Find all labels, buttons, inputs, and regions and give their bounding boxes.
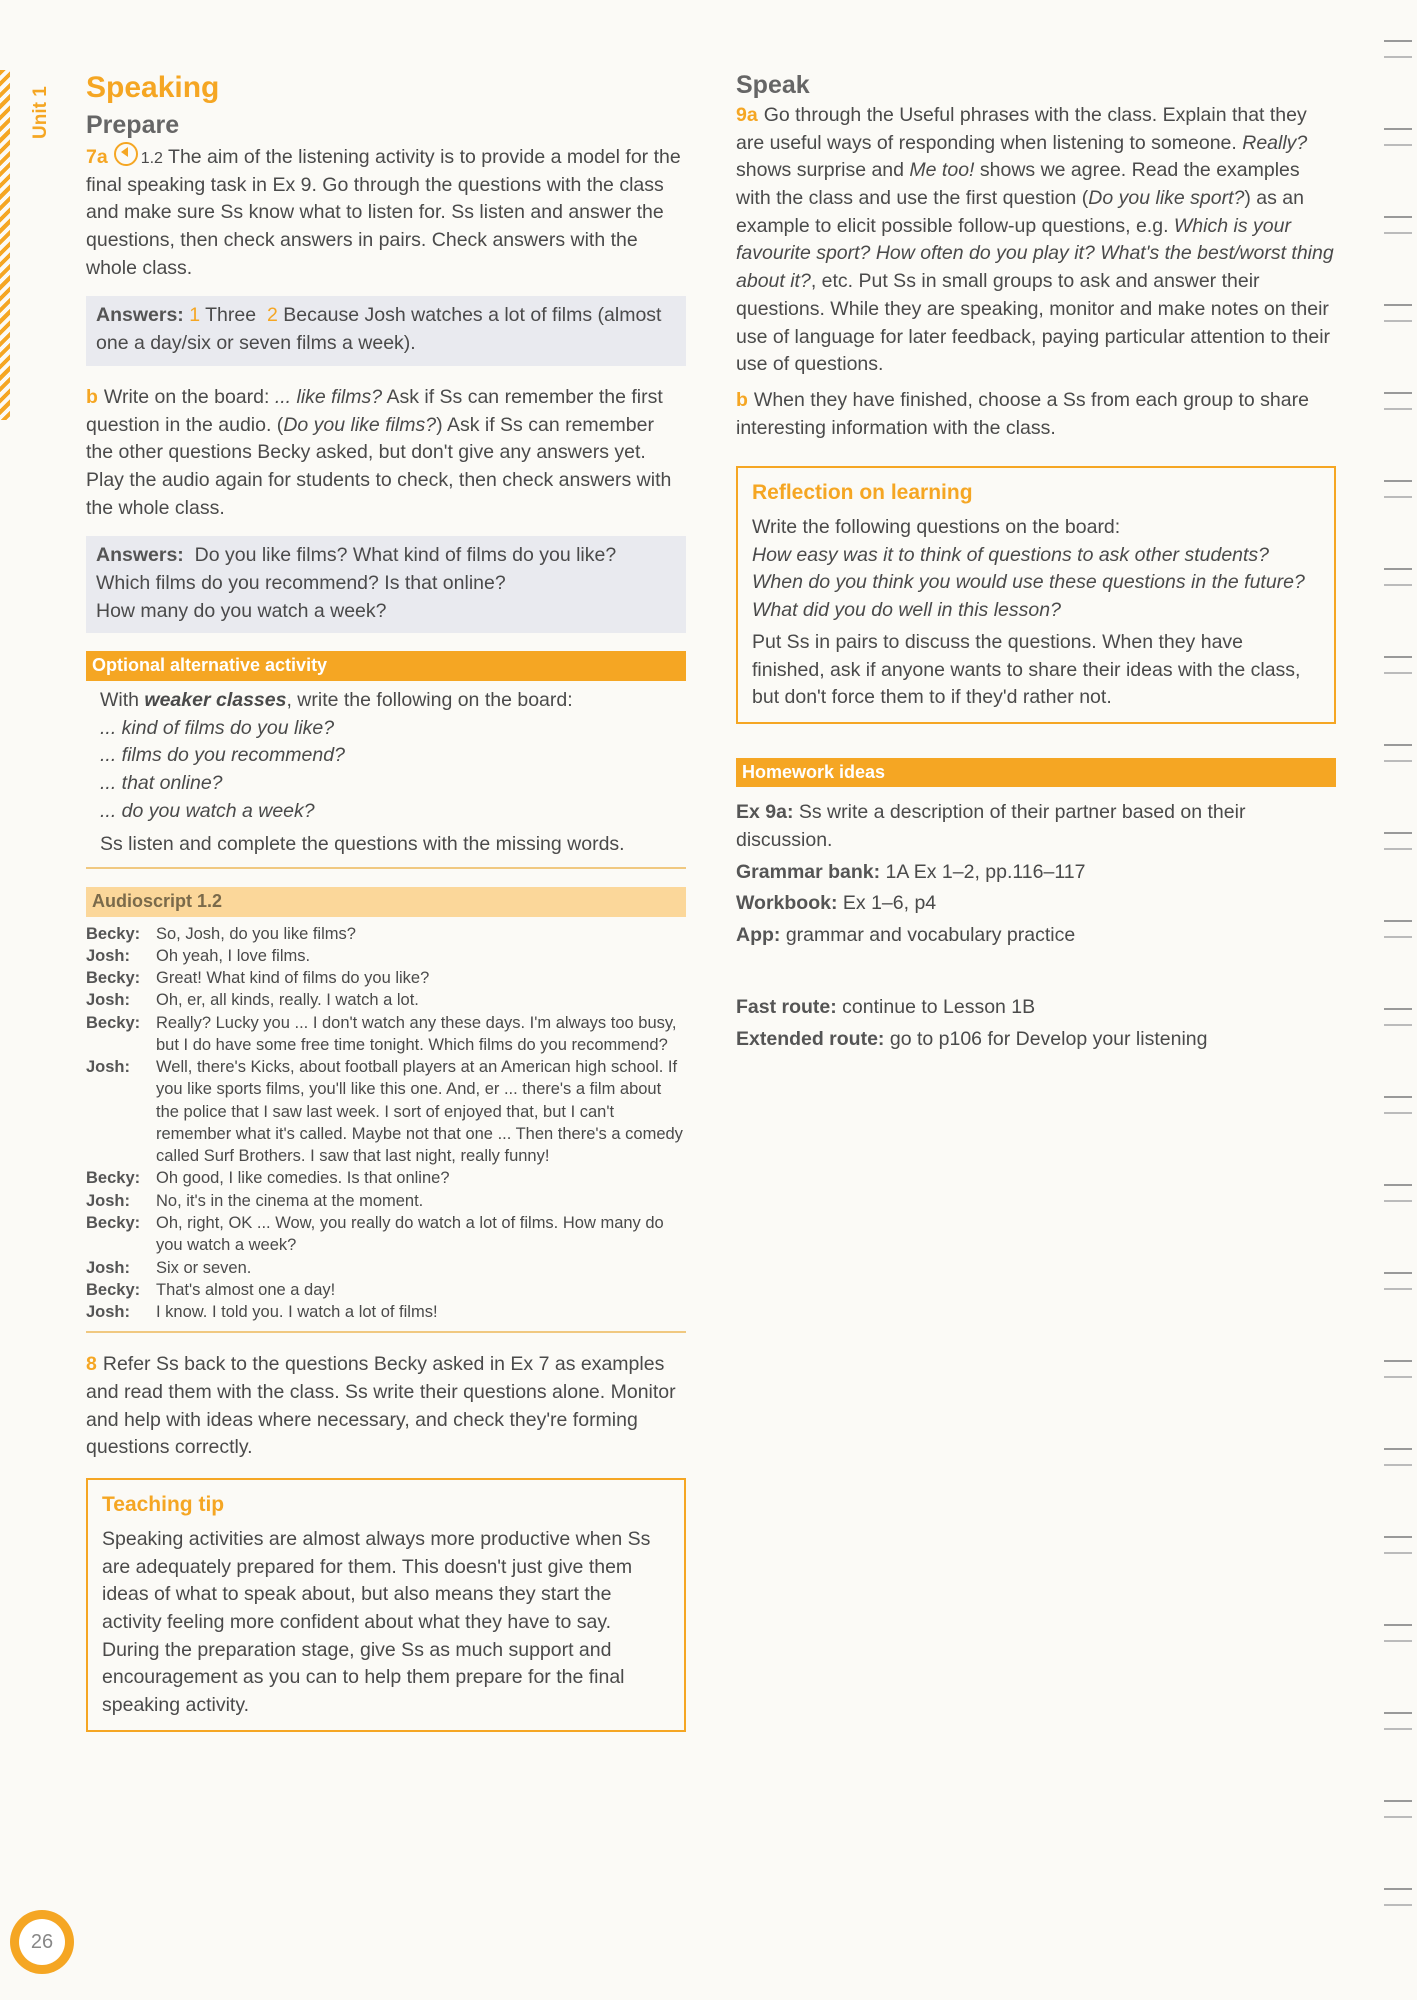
binding-tab [1384, 392, 1412, 410]
binding-tab [1384, 920, 1412, 938]
exercise-9b [736, 387, 1336, 442]
exercise-7a [86, 142, 686, 282]
binding-tab [1384, 1008, 1412, 1026]
left-column [86, 70, 686, 1732]
intro-text: , write the following on the board: [286, 688, 573, 711]
binding-tab [1384, 1360, 1412, 1378]
binding-tab [1384, 568, 1412, 586]
homework-text: grammar and vocabulary practice [780, 924, 1076, 947]
answers-label: Answers: [96, 304, 184, 327]
script-line [86, 1167, 686, 1189]
route-text: go to p106 for Develop your listening [884, 1027, 1208, 1050]
script-line [86, 945, 686, 967]
line-text: That's almost one a day! [156, 1280, 336, 1299]
reflection-box [736, 466, 1336, 724]
unit-label: Unit 1 [30, 86, 51, 140]
italic-text: Me too! [909, 159, 975, 182]
line-text: Oh, right, OK ... Wow, you really do watch a lot of films. How many do you watch a week? [156, 1213, 664, 1255]
line-text: Great! What kind of films do you like? [156, 969, 430, 988]
audioscript-title: Audioscript 1.2 [86, 887, 686, 917]
binding-tab [1384, 1800, 1412, 1818]
exercise-text: Refer Ss back to the questions Becky asked in Ex 7 as examples and read them with the class. Ss write their questions alone. Monitor and help with ideas where necessary, and check they're forming questions correctly. [86, 1353, 676, 1459]
audio-icon [114, 142, 138, 166]
homework-body [736, 787, 1336, 1053]
exercise-letter: b [86, 385, 98, 408]
binding-tab [1384, 304, 1412, 322]
homework-label: App: [736, 924, 781, 947]
exercise-text: , etc. Put Ss in small groups to ask and answer their questions. While they are speaking, monitor and make notes on their use of language for later feedback, paying particular attention to their use of questions. [736, 270, 1331, 376]
speaker: Josh: [86, 1058, 131, 1077]
route-label: Fast route: [736, 995, 837, 1018]
homework-text: Ss write a description of their partner based on their discussion. [736, 801, 1246, 852]
binding-tab [1384, 1096, 1412, 1114]
unit-stripe [0, 70, 10, 420]
homework-text: Ex 1–6, p4 [837, 892, 937, 915]
speak-title: Speak [736, 71, 810, 99]
binding-tab [1384, 744, 1412, 762]
exercise-letter: b [736, 388, 748, 411]
script-line [86, 1301, 686, 1323]
audioscript-box [86, 887, 686, 1333]
binding-tab [1384, 1536, 1412, 1554]
script-line [86, 989, 686, 1011]
line-text: Oh good, I like comedies. Is that online? [156, 1169, 450, 1188]
exercise-8 [86, 1351, 686, 1462]
teaching-tip-text: Speaking activities are almost always more productive when Ss are adequately prepared for them. This doesn't just give them ideas of what to speak about, but also means they start the activity feeling more confident about what they have to say. During the preparation stage, give Ss as much support and encouragement as you can to help them prepare for the final speaking activity. [102, 1527, 651, 1716]
exercise-text: Go through the Useful phrases with the class. Explain that they are useful ways of responding when listening to someone. [736, 104, 1307, 154]
reflection-question: What did you do well in this lesson? [752, 599, 1061, 622]
exercise-9a [736, 102, 1336, 379]
answer-line: Do you like films? What kind of films do you like? [194, 544, 617, 567]
exercise-text: Ask if Ss can remember the first question in the audio. ( [86, 385, 663, 436]
homework-text: 1A Ex 1–2, pp.116–117 [880, 860, 1086, 883]
answers-box [86, 536, 686, 633]
section-title: Speaking [86, 71, 220, 104]
homework-label: Workbook: [736, 892, 838, 915]
board-item: ... films do you recommend? [100, 744, 345, 767]
speaker: Josh: [86, 946, 131, 965]
italic-text: Do you like films? [283, 413, 437, 436]
binding-tab [1384, 128, 1412, 146]
answer-number: 2 [266, 304, 278, 327]
route-text: continue to Lesson 1B [836, 995, 1036, 1018]
homework-item [736, 799, 1336, 854]
speaker: Josh: [86, 1191, 131, 1210]
script-line [86, 1212, 686, 1257]
binding-tab [1384, 1448, 1412, 1466]
answer-text: Because Josh watches a lot of films (almost one a day/six or seven films a week). [96, 304, 662, 355]
homework-label: Ex 9a: [736, 801, 794, 824]
line-text: Oh yeah, I love films. [156, 946, 311, 965]
track-number: 1.2 [140, 150, 163, 167]
script-line [86, 1257, 686, 1279]
answers-label: Answers: [96, 544, 184, 567]
intro-text: With [100, 688, 145, 711]
binding-tab [1384, 656, 1412, 674]
exercise-text: shows surprise and [736, 159, 910, 182]
spacer [736, 954, 1336, 994]
line-text: Well, there's Kicks, about football players at an American high school. If you like sports films, you'll like this one. And, er ... there's a film about the police that I saw last week. I sort of enjoyed that, but I can't remember what it's called. Maybe not that one ... Then there's a comedy called Surf Brothers. I saw that last night, really funny! [156, 1058, 683, 1166]
reflection-title: Reflection on learning [752, 481, 973, 505]
answer-line: Which films do you recommend? Is that online? [96, 571, 506, 594]
homework-item [736, 890, 1336, 918]
page-number-badge [10, 1910, 74, 1974]
homework-item [736, 922, 1336, 950]
answers-box [86, 296, 686, 365]
exercise-text: ) Ask if Ss can remember the other questions Becky asked, but don't give any answers yet. Play the audio again for students to check, then check answers with the whole class. [86, 413, 672, 519]
optional-outro: Ss listen and complete the questions with the missing words. [100, 833, 625, 856]
page-number: 26 [19, 1919, 65, 1965]
route-item [736, 1026, 1336, 1054]
italic-text: Which is your favourite sport? How often do you play it? What's the best/worst thing about it? [736, 214, 1334, 293]
exercise-text: shows we agree. Read the examples with the class and use the first question ( [736, 159, 1300, 210]
bold-text: weaker classes [144, 688, 287, 711]
line-text: So, Josh, do you like films? [156, 924, 356, 943]
reflection-outro: Put Ss in pairs to discuss the questions. When they have finished, ask if anyone wants to share their ideas with the class, but don't force them to if they'd rather not. [752, 630, 1301, 709]
speaker: Becky: [86, 1013, 141, 1032]
optional-intro [100, 687, 672, 715]
optional-activity-body [86, 681, 686, 869]
route-item [736, 994, 1336, 1022]
speaker: Josh: [86, 1258, 131, 1277]
binding-tab [1384, 1272, 1412, 1290]
reflection-intro: Write the following questions on the board: [752, 516, 1121, 539]
reflection-question: When do you think you would use these questions in the future? [752, 571, 1305, 594]
exercise-text: Write on the board: [103, 385, 275, 408]
optional-activity-box [86, 651, 686, 869]
script-line [86, 1056, 686, 1167]
binding-tab [1384, 1624, 1412, 1642]
homework-label: Grammar bank: [736, 860, 881, 883]
exercise-text: When they have finished, choose a Ss from each group to share interesting information with the class. [736, 388, 1309, 439]
line-text: Six or seven. [156, 1258, 252, 1277]
exercise-number: 9a [736, 104, 758, 126]
speaker: Becky: [86, 1213, 141, 1232]
script-line [86, 1012, 686, 1057]
line-text: I know. I told you. I watch a lot of films! [156, 1303, 438, 1322]
speaker: Becky: [86, 1280, 141, 1299]
script-line [86, 967, 686, 989]
answer-text: Three [205, 304, 257, 327]
speaker: Becky: [86, 1169, 141, 1188]
homework-item [736, 859, 1336, 887]
script-line [86, 1279, 686, 1301]
binding-tab [1384, 480, 1412, 498]
italic-text: Do you like sport? [1088, 187, 1245, 210]
binding-tab [1384, 1184, 1412, 1202]
italic-text: Really? [1242, 131, 1308, 154]
line-text: Really? Lucky you ... I don't watch any these days. I'm always too busy, but I do have some free time tonight. Which films do you recommend? [156, 1013, 677, 1054]
board-item: ... do you watch a week? [100, 799, 315, 822]
exercise-number: 7a [86, 146, 108, 168]
speaker: Becky: [86, 924, 141, 943]
right-column [736, 70, 1336, 1057]
board-item: ... kind of films do you like? [100, 716, 335, 739]
italic-text: ... like films? [274, 385, 383, 408]
binding-tab [1384, 1712, 1412, 1730]
reflection-question: How easy was it to think of questions to ask other students? [752, 543, 1270, 566]
binding-tab [1384, 40, 1412, 58]
exercise-7b [86, 384, 686, 522]
binding-tab [1384, 832, 1412, 850]
board-item: ... that online? [100, 771, 223, 794]
binding-tab [1384, 1888, 1412, 1906]
homework-box [736, 758, 1336, 1053]
answer-line: How many do you watch a week? [96, 599, 387, 622]
exercise-text: ) as an example to elicit possible follow-up questions, e.g. [736, 187, 1304, 237]
exercise-text: The aim of the listening activity is to provide a model for the final speaking task in Ex 9. Go through the questions with the class and make sure Ss know what to listen for. Ss listen and answer the questions, then check answers in pairs. Check answers with the whole class. [86, 146, 681, 279]
homework-title: Homework ideas [736, 758, 1336, 788]
answer-number: 1 [189, 304, 201, 327]
audioscript-lines [86, 917, 686, 1334]
optional-activity-title: Optional alternative activity [86, 651, 686, 681]
exercise-number: 8 [86, 1353, 97, 1376]
teaching-tip-title: Teaching tip [102, 1493, 225, 1517]
teaching-tip-box [86, 1478, 686, 1732]
line-text: Oh, er, all kinds, really. I watch a lot. [156, 991, 419, 1010]
script-line [86, 1190, 686, 1212]
binding-tab [1384, 216, 1412, 234]
script-line [86, 923, 686, 945]
speaker: Becky: [86, 969, 141, 988]
speaker: Josh: [86, 991, 131, 1010]
route-label: Extended route: [736, 1027, 885, 1050]
binding-tabs [1380, 20, 1417, 2000]
prepare-title: Prepare [86, 111, 180, 139]
speaker: Josh: [86, 1303, 131, 1322]
line-text: No, it's in the cinema at the moment. [156, 1191, 424, 1210]
